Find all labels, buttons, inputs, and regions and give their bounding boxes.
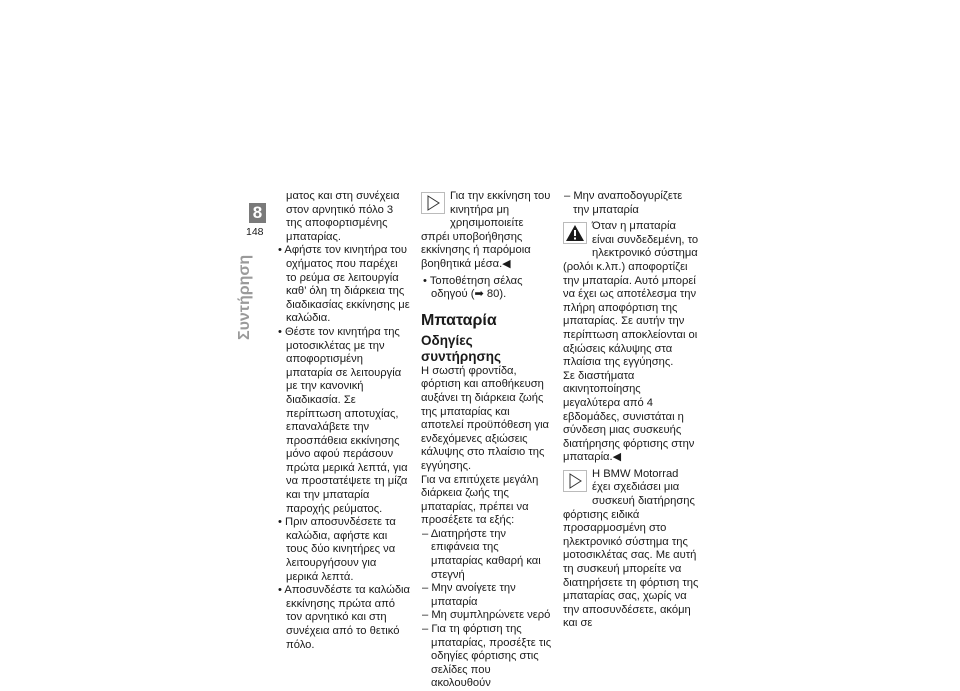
warning-text: Όταν η μπαταρία είναι συνδεδεμένη, το ηλεκτρονικό σύστημα (ρολόι κ.λπ.) αποφορτίζει την μπαταρία. Αυτό μπορεί να έχει ως αποτέλεσμα την πλήρη αποφόρτιση της μπαταρίας. Σε αυτήν την περίπτωση αποκλείονται οι αξιώσεις κάλυψης στα πλαίσια της εγγύησης.	[563, 220, 699, 369]
warning-paragraph	[563, 220, 699, 370]
paragraph: ματος και στη συνέχεια στον αρνητικό πόλο 3 της αποφορτισμένης μπαταρίας.	[286, 190, 400, 243]
subsection-heading: Οδηγίες συντήρησης	[421, 332, 501, 364]
info-triangle-icon	[421, 192, 445, 219]
section-heading: Μπαταρία	[421, 311, 497, 329]
info-triangle-icon	[563, 470, 587, 497]
note-paragraph	[421, 190, 552, 272]
note-text: Η BMW Motorrad έχει σχεδιάσει μια συσκευή διατήρησης φόρτισης ειδικά προσαρμοσμένη στο ηλεκτρονικό σύστημα της μοτοσικλέτας σας. Με αυτή τη συσκευή μπορείτε να διατηρήσετε τη φόρτιση της μπαταρίας σας, χωρίς να την αποσυνδέσετε, ακόμη και σε	[563, 467, 699, 630]
paragraph: Η σωστή φροντίδα, φόρτιση και αποθήκευση αυξάνει τη διάρκεια ζωής της μπαταρίας και αποτελεί προϋπόθεση για ενδεχόμενες αξιώσεις κάλυψης στο πλαίσιο της εγγύησης.	[421, 364, 550, 472]
dash-item: – Μην αναποδογυρίζετε την μπαταρία	[564, 190, 683, 216]
page-number: 148	[246, 226, 264, 238]
paragraph: Σε διαστήματα ακινητοποίησης μεγαλύτερα από 4 εβδομάδες, συνιστάται η σύνδεση μιας συσκευής διατήρησης φόρτισης στην μπαταρία.◀	[563, 369, 695, 464]
column-3	[563, 190, 699, 631]
bullet-item: • Αφήστε τον κινητήρα του οχήματος που παρέχει το ρεύμα σε λειτουργία καθ’ όλη τη διάρκεια της διαδικασίας εκκίνησης με καλώδια.	[278, 244, 410, 325]
chapter-title: Συντήρηση	[236, 254, 253, 340]
bullet-item: • Τοποθέτηση σέλας οδηγού (➡ 80).	[423, 274, 523, 301]
bullet-item: • Θέστε τον κινητήρα της μοτοσικλέτας με την αποφορτισμένη μπαταρία σε λειτουργία με την κανονική διαδικασία. Σε περίπτωση αποτυχίας, επαναλάβετε την προσπάθεια εκκίνησης μόνο αφού περάσουν πρώτα μερικά λεπτά, για να προστατέψετε τη μίζα και την μπαταρία παροχής ρεύματος.	[278, 325, 408, 515]
dash-item: – Μη συμπληρώνετε νερό	[422, 609, 551, 622]
dash-item: – Μην ανοίγετε την μπαταρία	[422, 582, 516, 608]
note-text: Για την εκκίνηση του κινητήρα μη χρησιμοποιείτε σπρέι υποβοήθησης εκκίνησης ή παρόμοια βοηθητικά μέσα.◀	[421, 190, 551, 270]
column-1	[276, 190, 411, 652]
note-paragraph	[563, 468, 699, 631]
column-2	[421, 190, 552, 691]
bullet-item: • Αποσυνδέστε τα καλώδια εκκίνησης πρώτα από τον αρνητικό και στη συνέχεια από το θετικό πόλο.	[278, 584, 411, 651]
dash-item: – Διατηρήστε την επιφάνεια της μπαταρίας καθαρή και στεγνή	[422, 527, 541, 581]
chapter-number: 8	[249, 203, 266, 223]
bullet-item: • Πριν αποσυνδέσετε τα καλώδια, αφήστε και τους δύο κινητήρες να λειτουργήσουν για μερικά λεπτά.	[278, 516, 396, 583]
paragraph: Για να επιτύχετε μεγάλη διάρκεια ζωής της μπαταρίας, πρέπει να προσέξετε τα εξής:	[421, 473, 539, 527]
dash-item: – Για τη φόρτιση της μπαταρίας, προσέξτε τις οδηγίες φόρτισης στις σελίδες που ακολουθούν	[422, 623, 552, 690]
warning-icon	[563, 222, 587, 249]
